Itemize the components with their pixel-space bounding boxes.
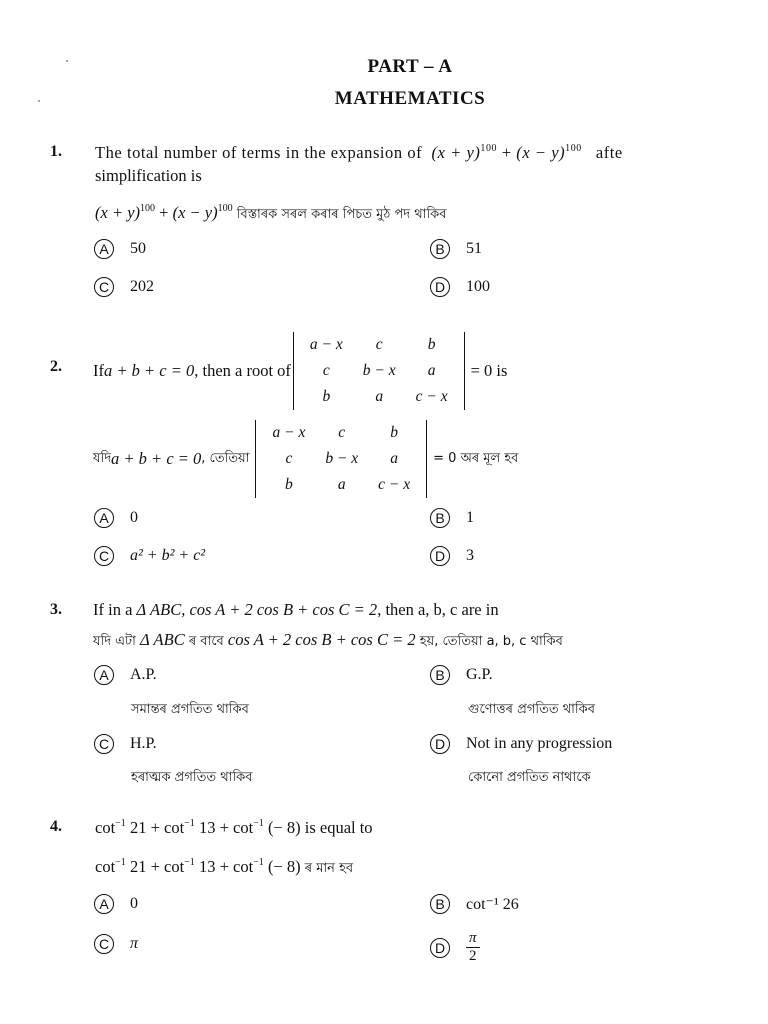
determinant xyxy=(255,420,427,498)
option-text: 51 xyxy=(466,240,482,257)
option-text: H.P. xyxy=(130,735,157,752)
option-text: Not in any progression xyxy=(466,735,613,752)
matrix-cell: c xyxy=(322,362,330,379)
question-number: 3. xyxy=(50,601,62,618)
option-a[interactable] xyxy=(94,239,146,259)
option-b[interactable] xyxy=(430,508,474,528)
fraction-denominator: 2 xyxy=(469,948,477,964)
matrix-cell: c − x xyxy=(378,476,411,493)
matrix-cell: a − x xyxy=(309,336,343,353)
option-letter-b: B xyxy=(430,894,450,914)
matrix-cell: b − x xyxy=(325,450,359,467)
inverse-exponent: −1 xyxy=(184,818,195,829)
question-4-assamese xyxy=(95,857,353,880)
question-text: ৰ বাবে xyxy=(188,634,224,649)
matrix-cell: c xyxy=(285,450,293,467)
matrix-cell: a xyxy=(337,476,346,493)
question-text: The total number of terms in the expansion of xyxy=(95,143,423,162)
option-text: cot⁻¹ 26 xyxy=(466,896,519,913)
question-text: If xyxy=(93,361,104,380)
question-text: is equal to xyxy=(300,818,373,837)
fraction xyxy=(466,930,480,965)
question-text: যদি এটা xyxy=(93,634,136,649)
term: (− 8) xyxy=(263,818,301,837)
question-1-assamese xyxy=(95,203,447,226)
cot-function: cot xyxy=(233,818,254,837)
question-1-text-cont: simplification is xyxy=(95,166,202,185)
term: 13 + xyxy=(194,857,233,876)
inverse-exponent: −1 xyxy=(184,857,195,868)
cot-function: cot xyxy=(164,857,185,876)
matrix-cell: a − x xyxy=(272,424,306,441)
option-a[interactable] xyxy=(94,665,157,685)
option-text: 0 xyxy=(130,509,138,526)
exponent: 100 xyxy=(217,203,233,214)
term: 21 + xyxy=(125,857,164,876)
option-c[interactable] xyxy=(94,546,205,566)
option-b[interactable] xyxy=(430,894,519,914)
term: (− 8) xyxy=(263,857,301,876)
option-letter-b: B xyxy=(430,239,450,259)
cot-function: cot xyxy=(95,857,116,876)
option-d[interactable] xyxy=(430,734,612,754)
term: 21 + xyxy=(125,818,164,837)
inverse-exponent: −1 xyxy=(115,818,126,829)
question-text: যদি xyxy=(93,450,112,466)
question-number: 4. xyxy=(50,818,62,835)
exponent: 100 xyxy=(565,143,582,154)
question-text: বিস্তাৰক সৰল কৰাৰ পিচত মুঠ পদ থাকিব xyxy=(236,207,447,222)
option-text: 3 xyxy=(466,547,474,564)
cot-function: cot xyxy=(233,857,254,876)
matrix-cell: a xyxy=(390,450,399,467)
question-2-assamese xyxy=(93,420,518,498)
matrix-cell: a xyxy=(427,362,436,379)
question-3-text xyxy=(93,600,499,620)
math-expression: (x + y) xyxy=(95,203,141,222)
cot-function: cot xyxy=(95,818,116,837)
plus-sign: + xyxy=(155,203,173,222)
option-c[interactable] xyxy=(94,277,154,297)
option-letter-d: D xyxy=(430,938,450,958)
matrix-cell: b xyxy=(427,336,436,353)
option-letter-c: C xyxy=(94,277,114,297)
question-text: হয়, তেতিয়া a, b, c থাকিব xyxy=(419,634,563,649)
question-text: afte xyxy=(595,143,623,162)
question-1-text xyxy=(95,143,623,163)
math-expression: a + b + c = 0 xyxy=(104,361,195,380)
matrix-cell: b xyxy=(322,388,331,405)
question-text: If in a xyxy=(93,600,133,619)
option-letter-a: A xyxy=(94,508,114,528)
inverse-exponent: −1 xyxy=(115,857,126,868)
option-letter-a: A xyxy=(94,665,114,685)
option-letter-b: B xyxy=(430,665,450,685)
question-text: ৰ মান হব xyxy=(300,861,354,876)
math-expression: (x − y) xyxy=(516,143,566,162)
option-subtext: সমান্তৰ প্ৰগতিত থাকিব xyxy=(131,702,249,717)
option-a[interactable] xyxy=(94,508,138,528)
option-c[interactable] xyxy=(94,934,138,954)
question-text: = 0 অৰ মূল হব xyxy=(433,450,519,466)
question-text: , then a root of xyxy=(194,361,291,380)
option-letter-a: A xyxy=(94,239,114,259)
option-b[interactable] xyxy=(430,665,493,685)
part-heading: PART – A xyxy=(367,56,453,77)
question-text: , তেতিয়া xyxy=(201,450,250,466)
question-2-text xyxy=(93,332,507,410)
option-subtext: গুণোত্তৰ প্ৰগতিত থাকিব xyxy=(468,702,595,717)
option-text: 0 xyxy=(130,895,138,912)
exponent: 100 xyxy=(140,203,156,214)
math-expression: Δ ABC xyxy=(140,630,185,649)
math-expression: (x − y) xyxy=(172,203,218,222)
option-text: 1 xyxy=(466,509,474,526)
option-text: 100 xyxy=(466,278,490,295)
option-subtext: কোনো প্ৰগতিত নাথাকে xyxy=(468,770,591,785)
cot-function: cot xyxy=(164,818,185,837)
matrix-cell: c xyxy=(375,336,383,353)
option-letter-d: D xyxy=(430,734,450,754)
matrix-cell: c − x xyxy=(415,388,448,405)
subject-heading: MATHEMATICS xyxy=(334,88,486,109)
option-letter-b: B xyxy=(430,508,450,528)
matrix-cell: b xyxy=(390,424,399,441)
math-expression: a + b + c = 0 xyxy=(111,449,202,468)
option-letter-a: A xyxy=(94,894,114,914)
option-letter-c: C xyxy=(94,546,114,566)
option-letter-c: C xyxy=(94,734,114,754)
matrix-cell: c xyxy=(338,424,346,441)
option-text: 50 xyxy=(130,240,146,257)
math-expression: cos A + 2 cos B + cos C = 2 xyxy=(227,630,416,649)
question-4-text xyxy=(95,818,373,838)
determinant xyxy=(293,332,465,410)
math-expression: (x + y) xyxy=(431,143,481,162)
question-3-assamese xyxy=(93,630,563,653)
option-text: G.P. xyxy=(466,666,493,683)
option-letter-d: D xyxy=(430,546,450,566)
option-b[interactable] xyxy=(430,239,482,259)
option-d[interactable] xyxy=(430,546,474,566)
plus-sign: + xyxy=(497,143,517,162)
math-expression: Δ ABC xyxy=(136,600,182,619)
question-text: = 0 is xyxy=(470,361,508,380)
exponent: 100 xyxy=(480,143,498,154)
option-letter-d: D xyxy=(430,277,450,297)
option-text: 202 xyxy=(130,278,154,295)
question-number: 1. xyxy=(50,143,62,160)
term: 13 + xyxy=(194,818,233,837)
option-a[interactable] xyxy=(94,894,138,914)
inverse-exponent: −1 xyxy=(253,857,264,868)
matrix-cell: b xyxy=(285,476,293,493)
option-letter-c: C xyxy=(94,934,114,954)
fraction-numerator: π xyxy=(466,930,480,948)
option-subtext: হৰাত্মক প্ৰগতিত থাকিব xyxy=(131,770,253,785)
option-text: A.P. xyxy=(130,666,157,683)
option-c[interactable] xyxy=(94,734,157,754)
math-expression: , cos A + 2 cos B + cos C = 2 xyxy=(181,600,378,619)
question-number: 2. xyxy=(50,358,62,375)
option-d[interactable] xyxy=(430,277,490,297)
option-text: π xyxy=(130,935,139,952)
matrix-cell: b − x xyxy=(362,362,396,379)
matrix-cell: a xyxy=(375,388,384,405)
option-d[interactable] xyxy=(430,930,480,965)
question-text: , then a, b, c are in xyxy=(377,600,499,619)
inverse-exponent: −1 xyxy=(253,818,264,829)
option-text: a² + b² + c² xyxy=(130,547,206,564)
